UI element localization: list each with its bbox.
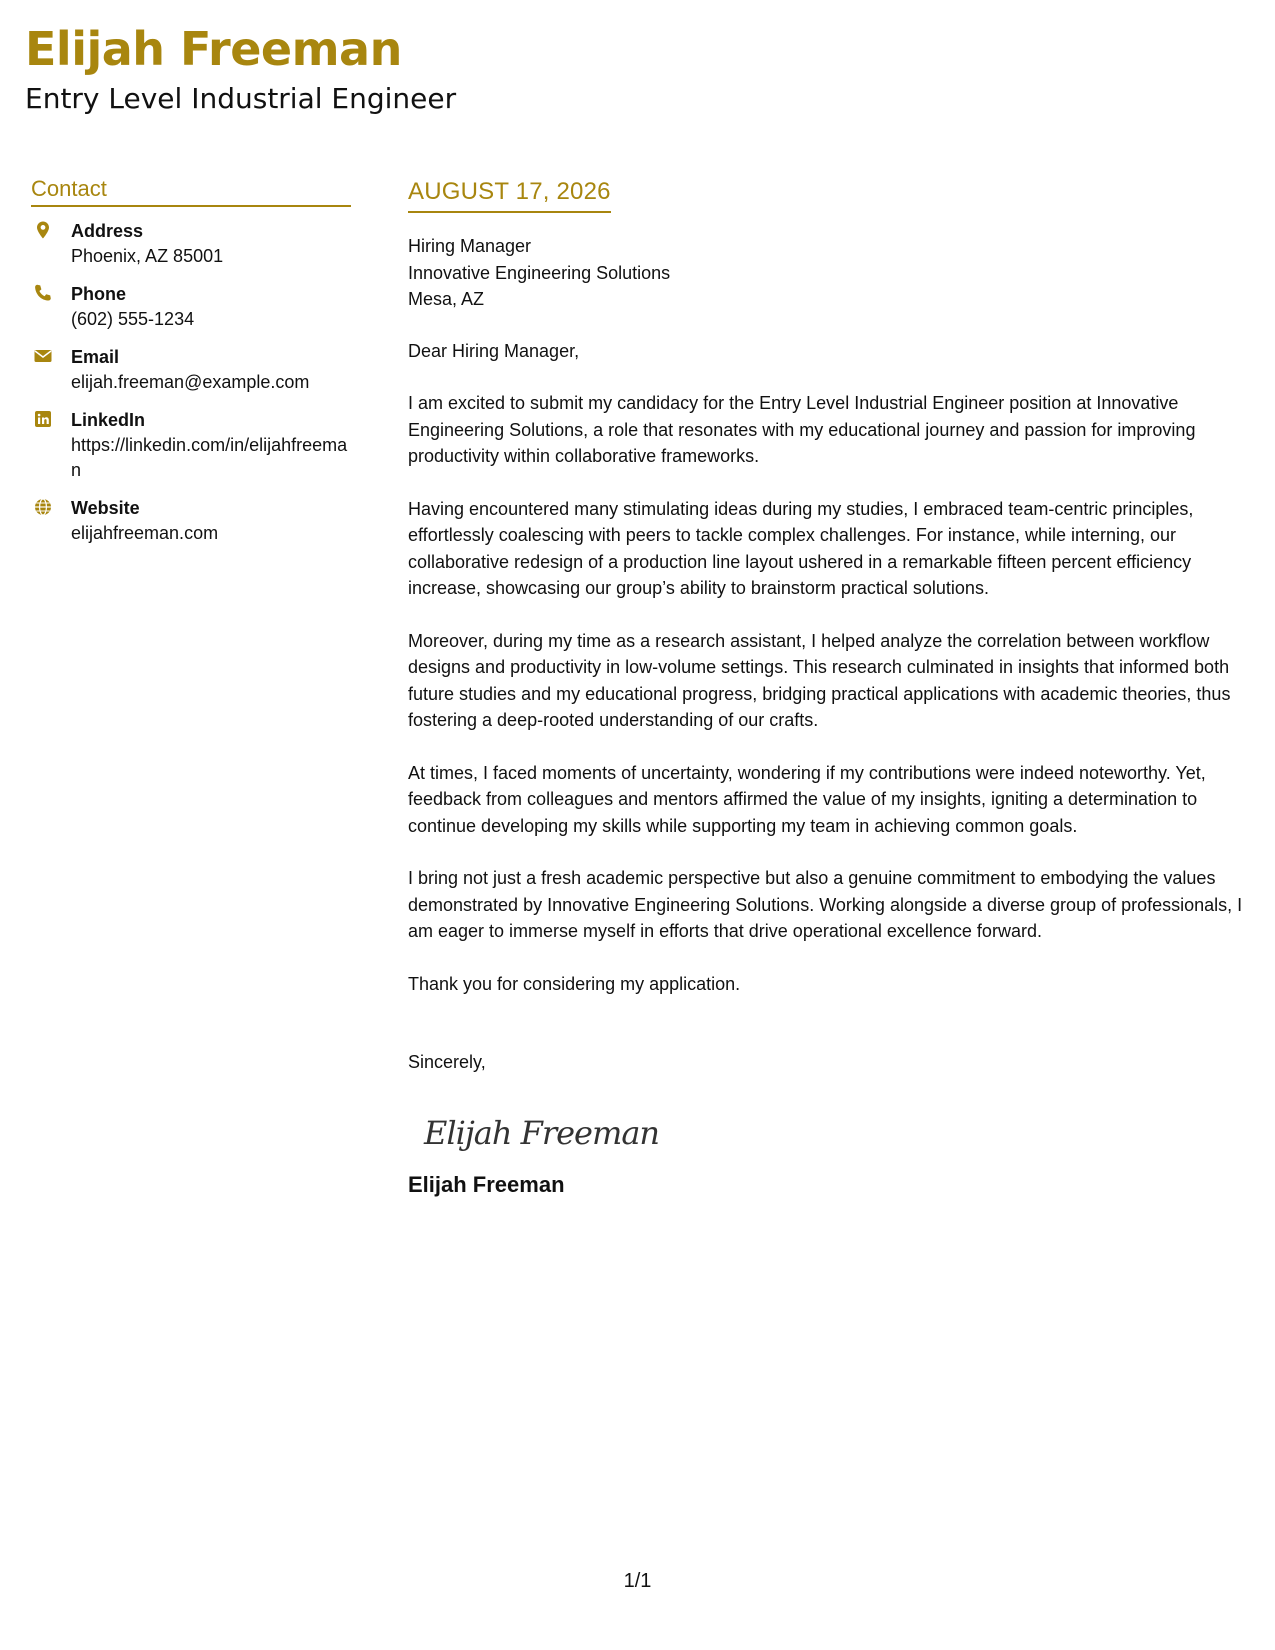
contact-label: Address [71, 221, 144, 241]
contact-label: Phone [71, 284, 127, 304]
paragraph-research: Moreover, during my time as a research assistant, I helped analyze the correlation between workflow designs and productivity in low-volume settings. This research culminated in insights that informed both future studies and my educational progress, bridging practical applications with academic theories, thus fostering a deep-rooted understanding of our crafts. [408, 630, 1231, 730]
contact-item-website [31, 496, 351, 546]
contact-label: LinkedIn [71, 410, 146, 430]
letter-body [408, 178, 1253, 1198]
contact-item-email [31, 345, 351, 395]
letter-date: AUGUST 17, 2026 [408, 178, 611, 213]
globe-icon [33, 497, 53, 517]
page-number: 1/1 [623, 1570, 652, 1592]
paragraph-teamwork: Having encountered many stimulating ideas during my studies, I embraced team-centric principles, effortlessly coalescing with peers to tackle complex challenges. For instance, while interning, our collaborative redesign of a production line layout ushered in a remarkable fifteen percent efficiency increase, showcasing our group’s ability to brainstorm practical solutions. [408, 498, 1194, 598]
greeting: Dear Hiring Manager, [408, 340, 580, 361]
email-value[interactable]: elijah.freeman@example.com [71, 372, 310, 392]
contact-item-address [31, 219, 351, 269]
recipient-location: Mesa, AZ [408, 289, 485, 309]
paragraph-thanks: Thank you for considering my application. [408, 973, 741, 994]
contact-heading: Contact [31, 176, 351, 207]
phone-icon [33, 283, 53, 303]
linkedin-value[interactable]: https://linkedin.com/in/elijahfreeman [71, 435, 348, 480]
closing: Sincerely, [408, 1052, 486, 1072]
signer-name: Elijah Freeman [408, 1171, 565, 1197]
paragraph-growth: At times, I faced moments of uncertainty, wondering if my contributions were indeed noteworthy. Yet, feedback from colleagues and mentors affirmed the value of my insights, igniting a determination to continue developing my skills while supporting my team in achieving common goals. [408, 762, 1206, 836]
linkedin-icon [33, 409, 53, 429]
recipient-name: Hiring Manager [408, 236, 532, 256]
signature-text: Elijah Freeman [424, 1113, 660, 1152]
recipient-block [408, 233, 1253, 313]
website-value[interactable]: elijahfreeman.com [71, 523, 219, 543]
map-pin-icon [33, 220, 53, 240]
job-title: Entry Level Industrial Engineer [25, 82, 457, 115]
paragraph-commitment: I bring not just a fresh academic perspective but also a genuine commitment to embodying the values demonstrated by Innovative Engineering Solutions. Working alongside a diverse group of professionals, I am eager to immerse myself in efforts that drive operational excellence forward. [408, 868, 1243, 941]
candidate-name: Elijah Freeman [25, 22, 402, 76]
contact-item-phone [31, 282, 351, 332]
contact-label: Email [71, 347, 120, 367]
envelope-icon [33, 346, 53, 366]
address-value: Phoenix, AZ 85001 [71, 246, 224, 266]
recipient-company: Innovative Engineering Solutions [408, 262, 671, 283]
contact-label: Website [71, 498, 140, 518]
contact-sidebar [31, 176, 351, 559]
signature-image [422, 1104, 662, 1160]
phone-value[interactable]: (602) 555-1234 [71, 309, 195, 329]
paragraph-intro: I am excited to submit my candidacy for the Entry Level Industrial Engineer position at Innovative Engineering Solutions, a role that resonates with my educational journey and passion for improving productivity within collaborative frameworks. [408, 393, 1196, 466]
contact-item-linkedin [31, 408, 351, 483]
